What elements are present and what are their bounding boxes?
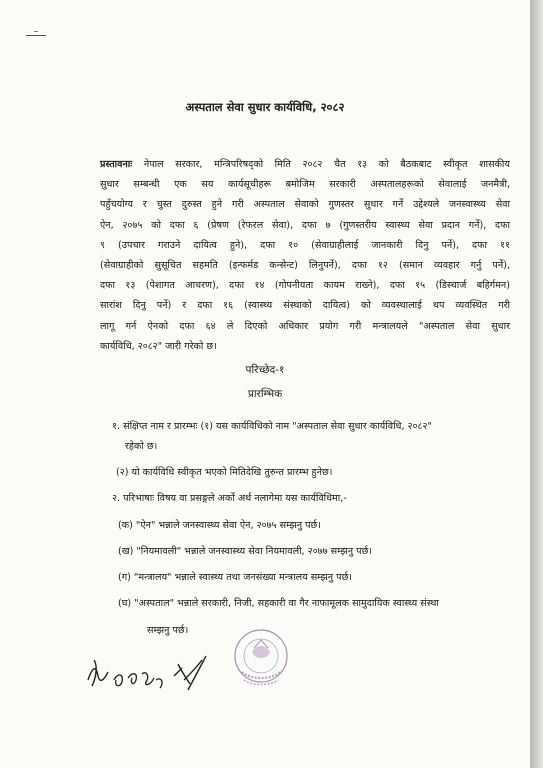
preamble-line: लागू गर्न ऐनको दफा ६४ ले दिएको अधिकार प्रयोग गरी मन्त्रालयले "अस्पताल सेवा सुधार — [100, 320, 510, 332]
preamble-line: पहुँचयोग्य र चुस्त दुरुस्त हुने गरी अस्पताल सेवाको गुणस्तर सुधार गर्ने उद्देश्यले जनस्वास्थ्य सेवा — [100, 199, 510, 211]
preamble-line: ऐन, २०७५ को दफा ६ (प्रेषण (रेफरल सेवा), दफा ७ (गुणस्तरीय स्वास्थ्य सेवा प्रदान गर्ने), दफा — [100, 219, 510, 231]
preamble-line: सारांश दिनु पर्ने) र दफा १६ (स्वास्थ्य संस्थाको दायित्व) को व्यवस्थालाई थप व्यवस्थित गरी — [100, 300, 510, 312]
definition-ka: (क) "ऐन" भन्नाले जनस्वास्थ्य सेवा ऐन, २०७५ सम्झनु पर्छ। — [118, 520, 321, 531]
preamble-line: सुधार सम्बन्धी एक सय कार्यसूचीहरू बमोजिम सरकारी अस्पतालहरूको सेवालाई जनमैत्री, — [100, 179, 510, 191]
handwritten-signature — [78, 650, 218, 698]
official-stamp-seal — [232, 622, 290, 690]
chapter-heading: परिच्छेद-१ — [245, 364, 285, 376]
document-title: अस्पताल सेवा सुधार कार्यविधि, २०८२ — [185, 100, 345, 114]
preamble-line: कार्यविधि, २०८२" जारी गरेको छ। — [100, 340, 217, 352]
definition-ga: (ग) "मन्त्रालय" भन्नाले स्वास्थ्य तथा जनसंख्या मन्त्रालय सम्झनु पर्छ। — [118, 572, 352, 583]
definition-gha-continuation: सम्झनु पर्छ। — [147, 625, 189, 636]
preamble-line: (सेवाग्राहीको सुसूचित सहमति (इन्फर्मड कन्सेन्ट) लिनुपर्ने), दफा १२ (समान व्यवहार गर्नु पर्ने), — [100, 260, 510, 272]
section-1-title: १. संक्षिप्त नाम र प्रारम्भः (१) यस कार्यविधिको नाम "अस्पताल सेवा सुधार कार्यविधि, २०८२" — [112, 421, 432, 432]
section-2-title: २. परिभाषाः विषय वा प्रसङ्गले अर्को अर्थ नलागेमा यस कार्यविधिमा,- — [112, 493, 347, 504]
corner-mark — [26, 35, 46, 36]
definition-gha: (घ) "अस्पताल" भन्नाले सरकारी, निजी, सहकारी वा गैर नाफामूलक सामुदायिक स्वास्थ्य संस्था — [118, 598, 439, 609]
page-edge-shadow — [530, 0, 543, 768]
section-1-continuation: रहेको छ। — [125, 441, 158, 452]
chapter-subheading: प्रारम्भिक — [247, 388, 283, 400]
preamble-line: दफा १३ (पेशागत आचरण), दफा १४ (गोपनीयता कायम राख्ने), दफा १५ (डिस्चार्ज बहिर्गमन) — [100, 280, 510, 292]
preamble-label: प्रस्तावनाः — [100, 159, 133, 170]
definition-kha: (ख) "नियमावली" भन्नाले जनस्वास्थ्य सेवा नियमावली, २०७७ सम्झनु पर्छ। — [118, 546, 372, 557]
preamble-line: प्रस्तावनाः नेपाल सरकार, मन्त्रिपरिषद्को मिति २०८२ चैत १३ को बैठकबाट स्वीकृत शासकीय — [100, 159, 510, 170]
preamble-paragraph — [100, 155, 510, 357]
preamble-line: ९ (उपचार गराउने दायित्व हुने), दफा १० (सेवाग्राहीलाई जानकारी दिनु पर्ने), दफा ११ — [100, 239, 510, 251]
corner-mark-dot — [34, 31, 38, 32]
section-1-subclause-2: (२) यो कार्यविधि स्वीकृत भएको मितिदेखि तुरुन्त प्रारम्भ हुनेछ। — [116, 467, 333, 478]
